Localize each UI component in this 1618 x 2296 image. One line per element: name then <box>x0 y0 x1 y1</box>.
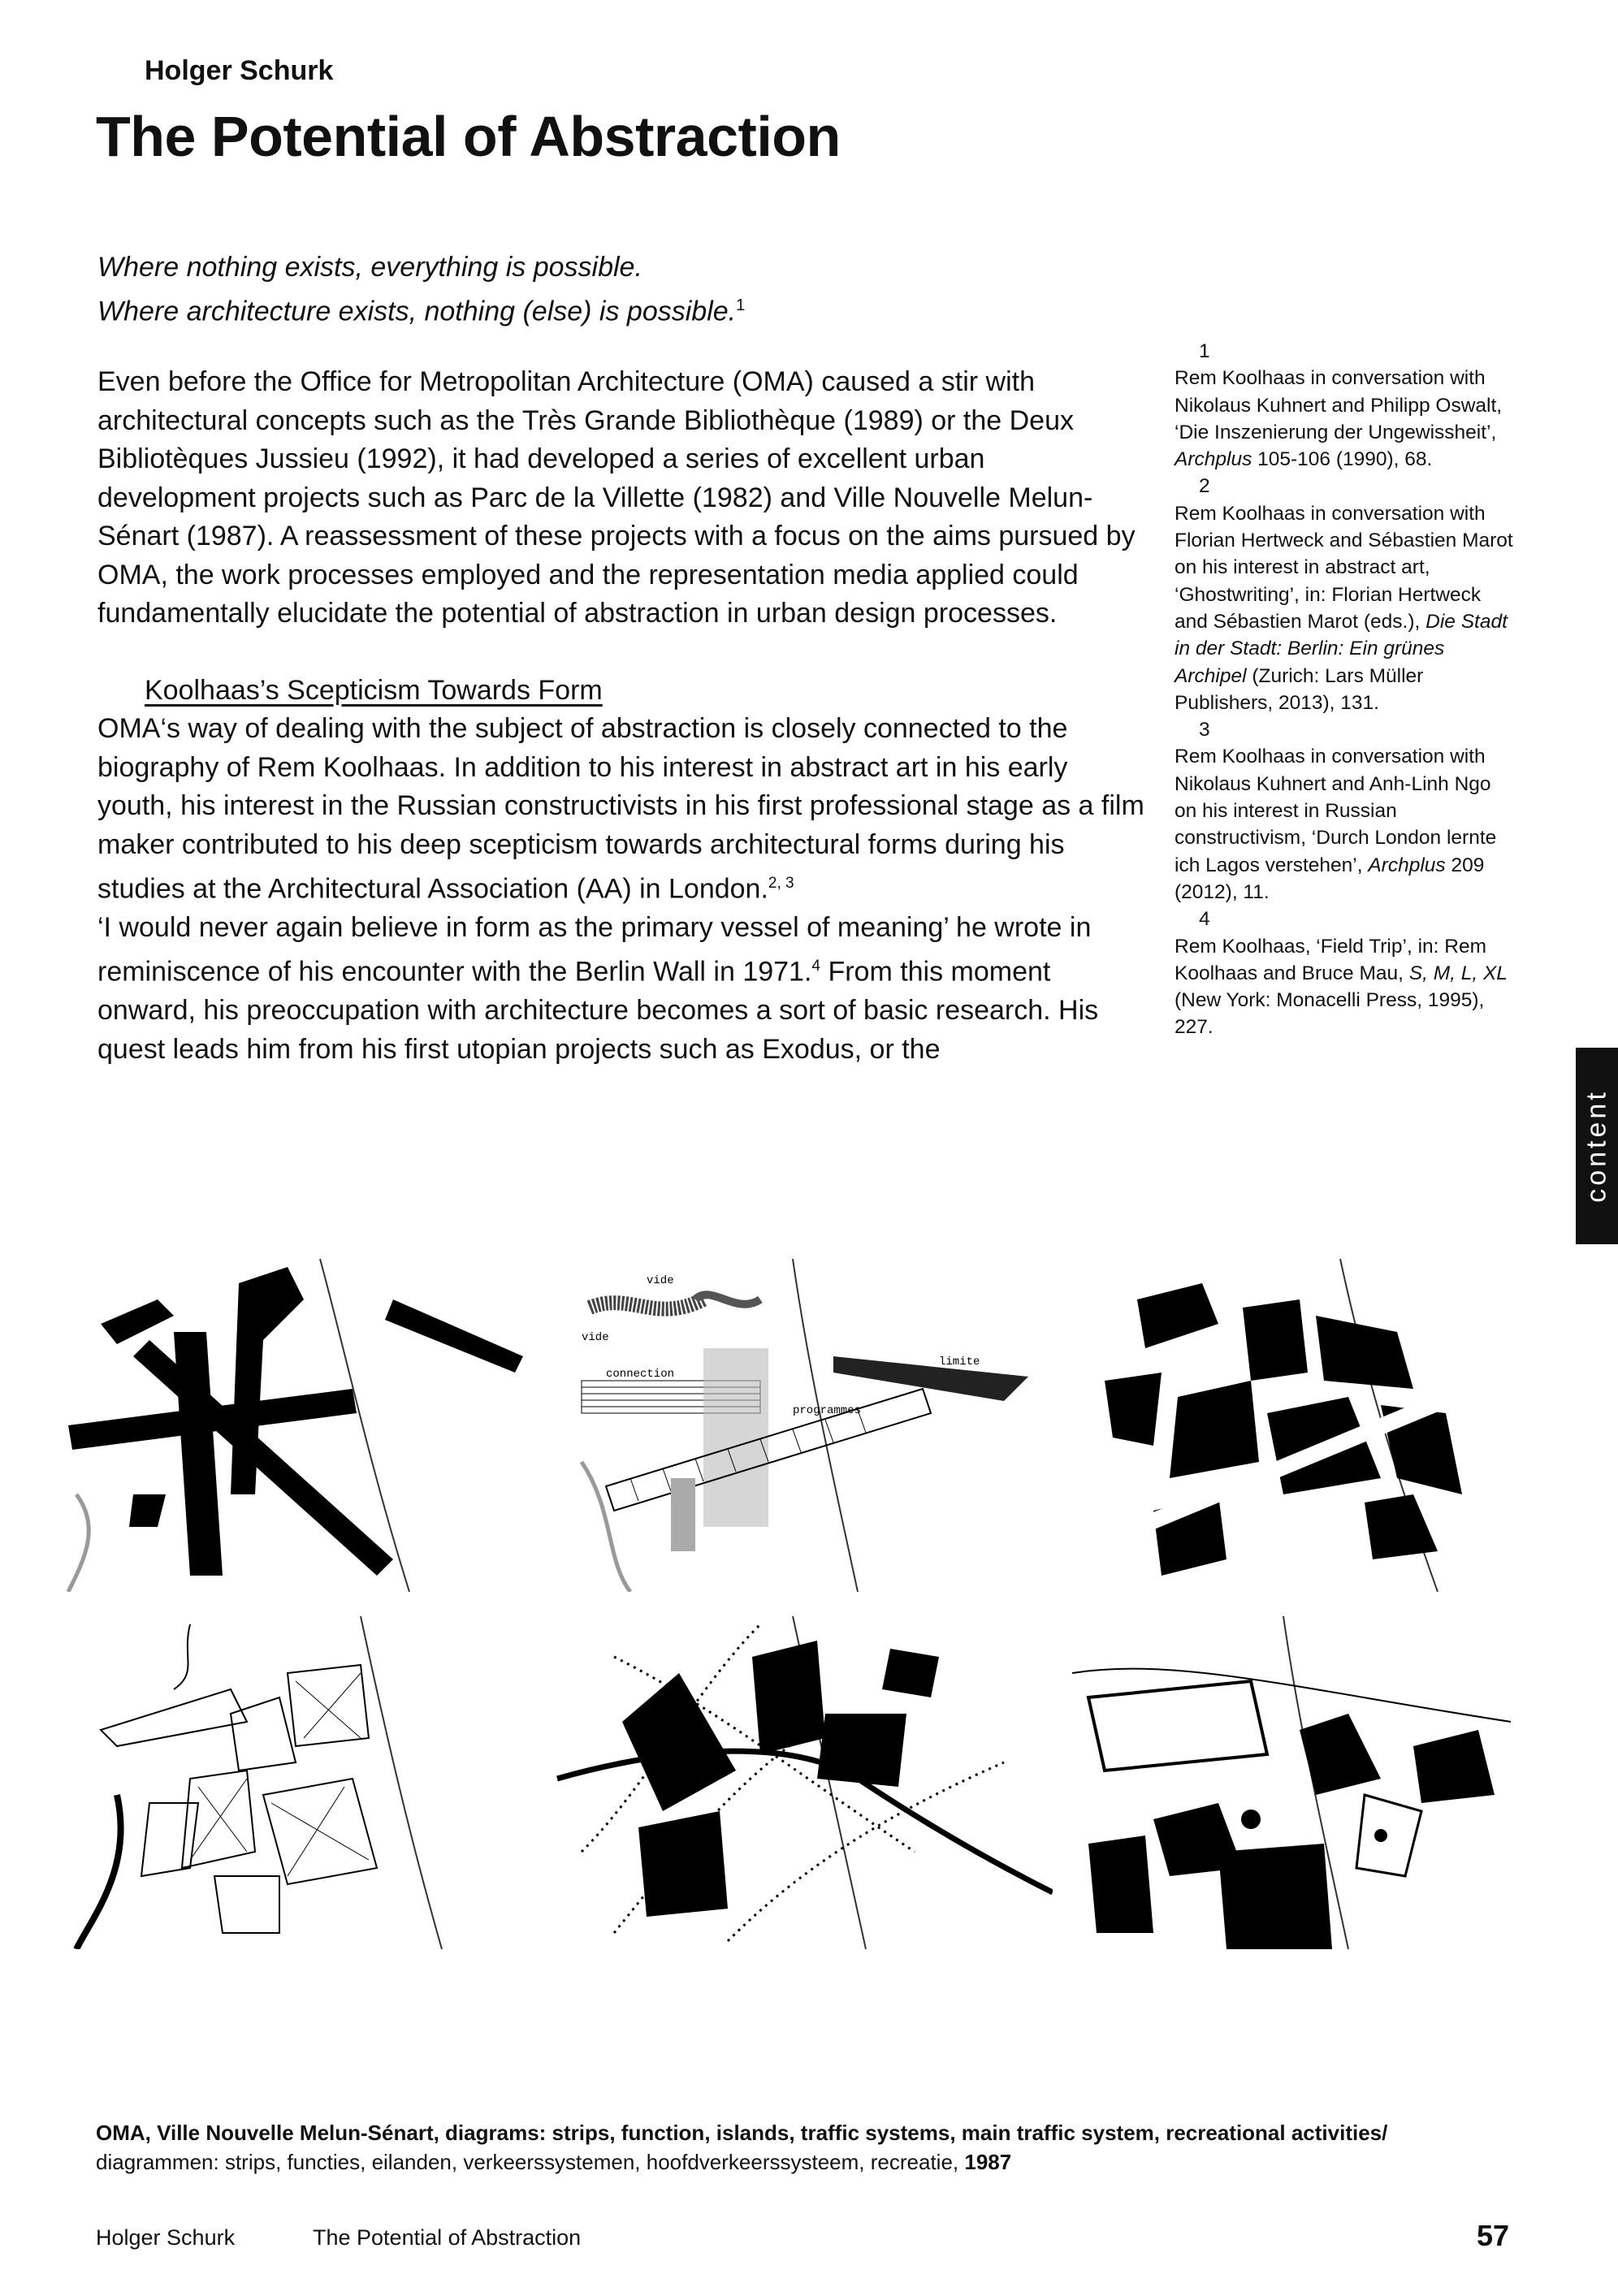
footnote: 4 Rem Koolhaas, ‘Field Trip’, in: Rem Koolhaas and Bruce Mau, S, M, L, XL (New York: Monacelli Press, 1995), 227. <box>1175 908 1508 1039</box>
epigraph-line-2: Where architecture exists, nothing (else) is possible.$^1$ <box>97 296 746 327</box>
footer-author: Holger Schurk <box>96 2225 236 2250</box>
author-name: Holger Schurk <box>145 55 334 86</box>
diagram-islands <box>1056 1251 1560 1592</box>
paragraph-biography: OMA‘s way of dealing with the subject of abstraction is closely connected to the biography of Rem Koolhaas. In addition to his interest in abstract art in his early youth, his interest in the Russian constructivists in his first professional stage as a film maker contributed to his deep scepticism towards architectural forms during his studies at the Architectural Association (AA) in London.$^{2, 3}$ ‘I would never again believe in form as the primary vessel of meaning’ he wrote in reminiscence of his encounter with the Berlin Wall in 1971.$^4$ From this moment onward, his preoccupation with architecture becomes a sort of basic research. His quest leads him from his first utopian projects such as Exodus, or the <box>97 713 1144 1065</box>
epigraph-line-1: Where nothing exists, everything is possible. <box>97 252 642 283</box>
footnote-ref: 4 <box>811 958 820 975</box>
diagram-function <box>549 1251 1053 1592</box>
footer-title: The Potential of Abstraction <box>313 2225 582 2250</box>
paragraph-intro: Even before the Office for Metropolitan Architecture (OMA) caused a stir with architectural concepts such as the Très Grande Bibliothèque (1989) or the Deux Bibliotèques Jussieu (1992), it had developed a series of excellent urban development projects such as Parc de la Villette (1982) and Ville Nouvelle Melun-Sénart (1987). A reassessment of these projects with a focus on the aims pursued by OMA, the work processes employed and the representation media applied could fundamentally elucidate the potential of abstraction in urban design processes. <box>97 366 1136 629</box>
diagram-strips <box>52 1251 556 1592</box>
diagram-recreational <box>1056 1608 1560 1949</box>
footnote: 3 Rem Koolhaas in conversation with Nikolaus Kuhnert and Anh-Linh Ngo on his interest in Russian constructivism, ‘Durch London lernte ich Lagos verstehen’, Archplus 209 (2012), 11. <box>1175 719 1497 903</box>
figure-caption: OMA, Ville Nouvelle Melun-Sénart, diagrams: strips, function, islands, traffic systems, main traffic system, recreational activities/ diagrammen: strips, functies, eilanden, verkeerssystemen, hoofdverkeerssysteem, recreatie, 1987 <box>96 2121 1388 2174</box>
diagram-label: limite <box>939 1356 980 1369</box>
footnote: 1 Rem Koolhaas in conversation with Nikolaus Kuhnert and Philipp Oswalt, ‘Die Inszenierung der Ungewissheit’, Archplus 105-106 (1990), 68. <box>1175 340 1503 471</box>
diagram-label: vide <box>647 1274 674 1287</box>
footnote-ref: 1 <box>736 296 746 314</box>
diagram-label: vide <box>582 1331 609 1344</box>
footnotes <box>1175 338 1516 1041</box>
page-number: 57 <box>1477 2219 1510 2252</box>
diagram-traffic-systems <box>52 1608 556 1949</box>
footnote-ref: 2, 3 <box>768 875 794 892</box>
section-heading: Koolhaas’s Scepticism Towards Form <box>145 674 603 706</box>
diagram-label: connection <box>606 1368 675 1381</box>
side-tab-content[interactable]: content <box>1576 1048 1618 1244</box>
diagram-main-traffic <box>549 1608 1053 1949</box>
article-title: The Potential of Abstraction <box>96 105 841 168</box>
main-text <box>97 363 1145 1069</box>
epigraph <box>97 249 1113 331</box>
footnote: 2 Rem Koolhaas in conversation with Florian Hertweck and Sébastien Marot on his interest in abstract art, ‘Ghostwriting’, in: Florian Hertweck and Sébastien Marot (eds.), Die Stadt in der Stadt: Berlin: Ein grünes Archipel (Zurich: Lars Müller Publishers, 2013), 131. <box>1175 475 1513 714</box>
diagram-label: programmes <box>793 1404 862 1417</box>
